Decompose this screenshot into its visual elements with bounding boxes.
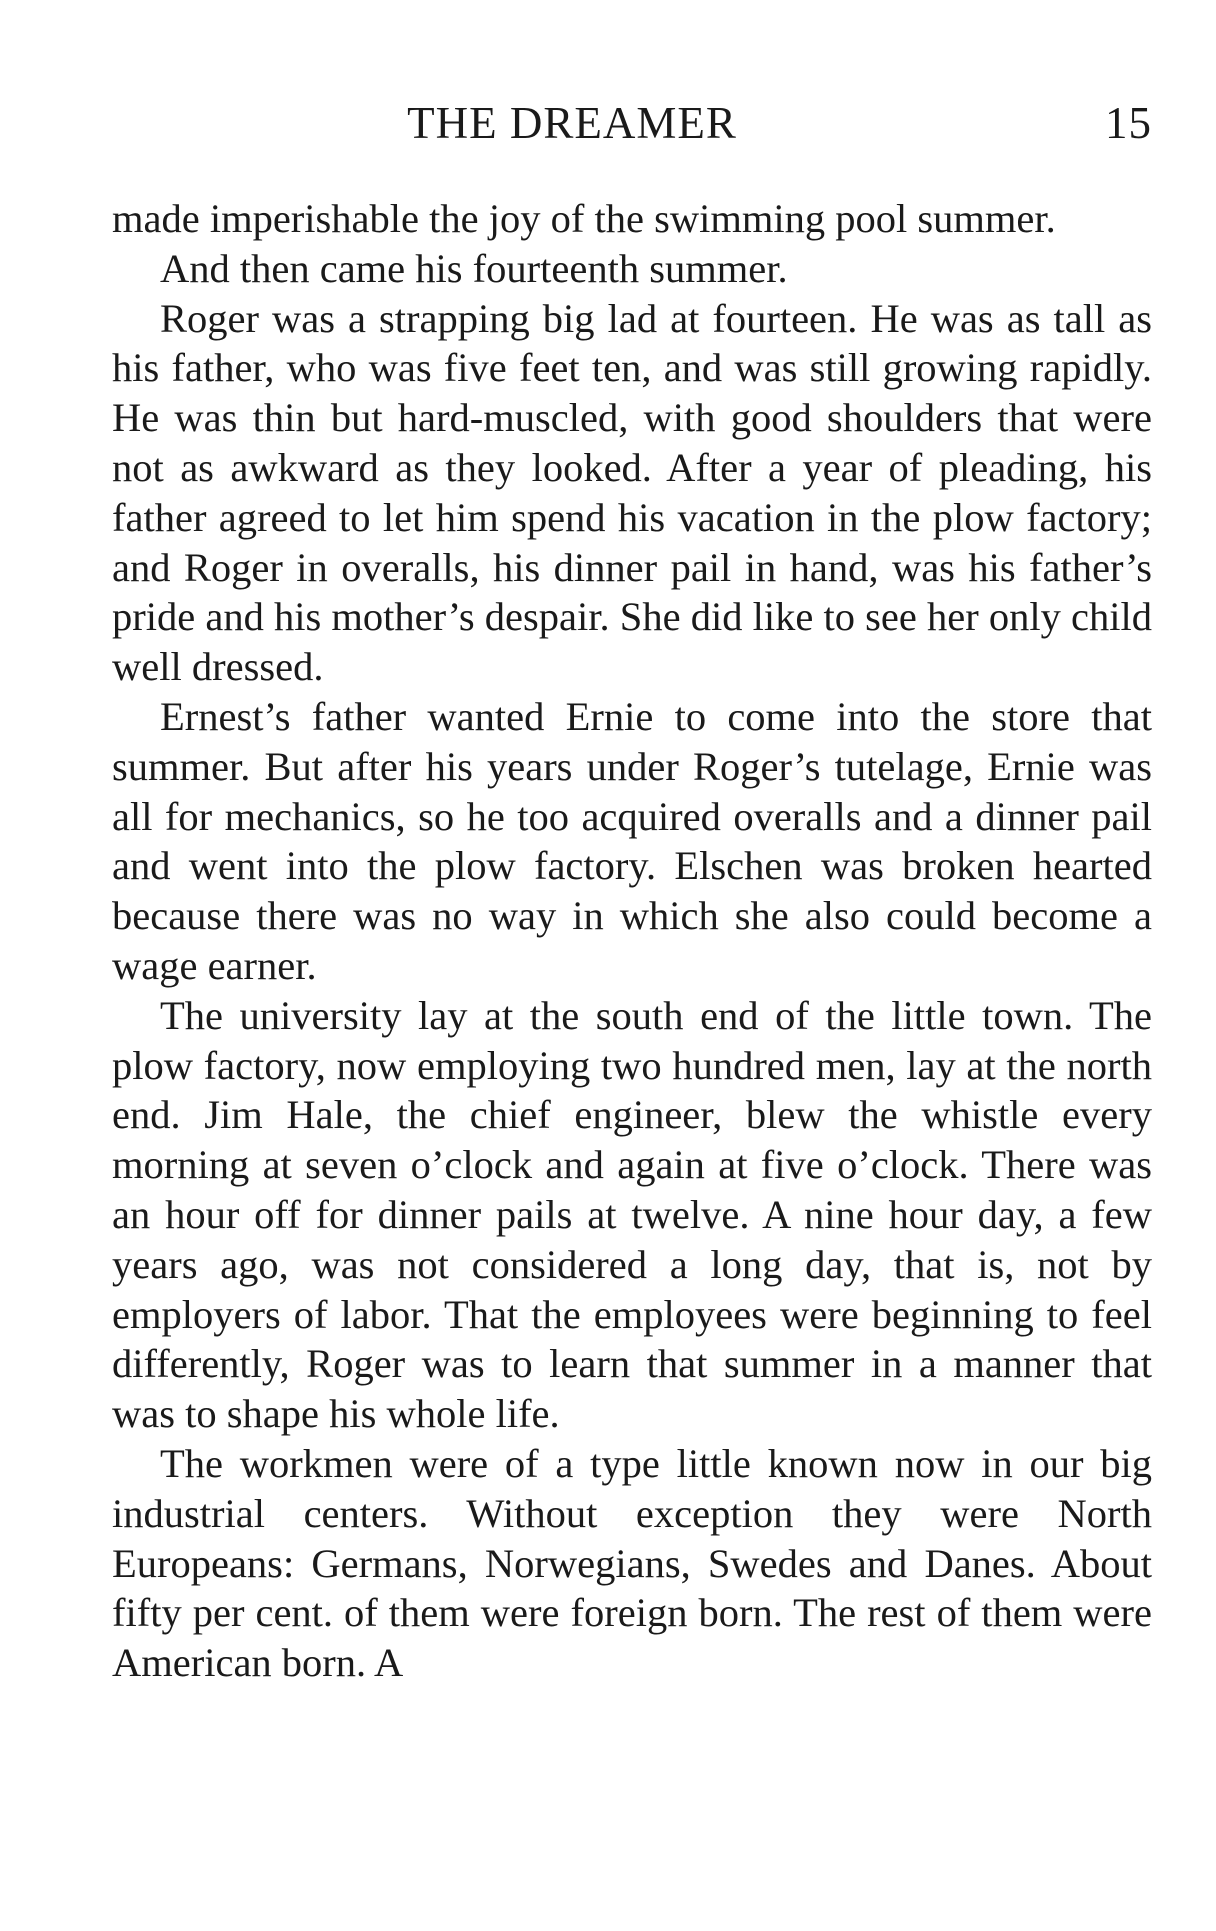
page-number: 15: [1105, 98, 1152, 148]
running-title: THE DREAMER: [407, 98, 737, 148]
running-header: [112, 98, 1152, 148]
paragraph: Roger was a strapping big lad at fourteen. He was as tall as his father, who was five feet ten, and was still growing rapidly. He was thin but hard-muscled, with good shoulders that were not as awkward as they looked. After a year of pleading, his father agreed to let him spend his vacation in the plow factory; and Roger in overalls, his dinner pail in hand, was his father’s pride and his mother’s despair. She did like to see her only child well dressed.: [112, 295, 1152, 690]
paragraph-continued: made imperishable the joy of the swimming pool summer.: [112, 196, 1056, 241]
paragraph: Ernest’s father wanted Ernie to come into the store that summer. But after his years under Roger’s tutelage, Ernie was all for mechanics, so he too acquired overalls and a dinner pail and went into the plow factory. Elschen was broken hearted because there was no way in which she also could become a wage earner.: [112, 693, 1152, 988]
paragraph: The university lay at the south end of the little town. The plow factory, now employing two hundred men, lay at the north end. Jim Hale, the chief engineer, blew the whistle every morning at seven o’clock and again at five o’clock. There was an hour off for dinner pails at twelve. A nine hour day, a few years ago, was not considered a long day, that is, not by employers of labor. That the employees were beginning to feel differently, Roger was to learn that summer in a manner that was to shape his whole life.: [112, 992, 1152, 1437]
paragraph: The workmen were of a type little known now in our big industrial centers. Without exception they were North Europeans: Germans, Norwegians, Swedes and Danes. About fifty per cent. of them were foreign born. The rest of them were American born. A: [112, 1440, 1152, 1686]
paragraph: And then came his fourteenth summer.: [160, 245, 788, 291]
body-text: [112, 194, 1152, 1688]
